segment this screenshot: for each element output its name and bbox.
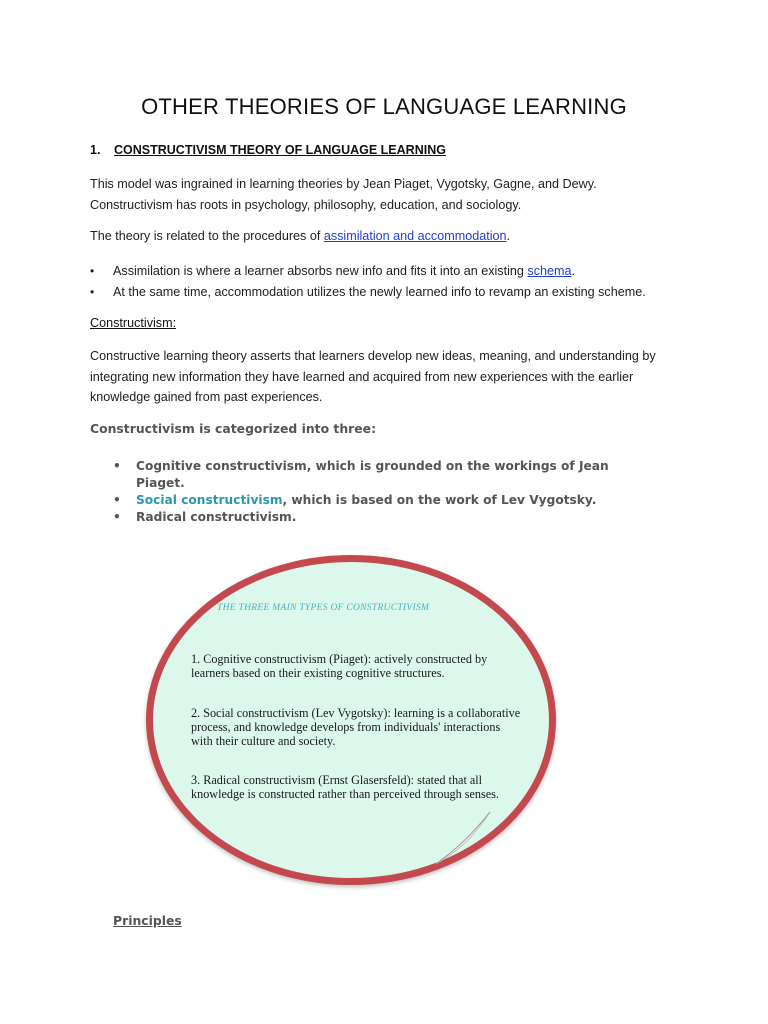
figure-item-social: 2. Social constructivism (Lev Vygotsky): learning is a collaborative process, and knowledge develops from individuals' interactions with their culture and society. (191, 706, 521, 748)
bullet-text: Assimilation is where a learner absorbs new info and fits it into an existing (113, 264, 528, 278)
figure-title: THE THREE MAIN TYPES OF CONSTRUCTIVISM (217, 603, 430, 613)
section-number: 1. (90, 143, 101, 157)
bullet-marker: • (113, 510, 121, 524)
list-item (113, 458, 653, 492)
bullet-marker: • (90, 264, 95, 278)
intro-paragraph: This model was ingrained in learning theories by Jean Piaget, Vygotsky, Gagne, and Dewy. Constructivism has roots in psychology, philosophy, education, and sociology. (90, 177, 597, 212)
assimilation-bullet-list (90, 261, 690, 302)
type-social-rest: , which is based on the work of Lev Vygotsky. (282, 493, 597, 507)
page-curl-icon (432, 810, 492, 866)
bullet-marker: • (113, 493, 121, 507)
figure-item-cognitive: 1. Cognitive constructivism (Piaget): actively constructed by learners based on their existing cognitive structures. (191, 652, 488, 680)
categorized-heading: Constructivism is categorized into three: (90, 421, 377, 436)
constructivism-types-list (113, 458, 653, 526)
page-title: OTHER THEORIES OF LANGUAGE LEARNING (141, 94, 627, 119)
principles-heading: Principles (113, 913, 182, 928)
bullet-marker: • (90, 284, 95, 299)
procedures-suffix: . (506, 229, 511, 243)
bullet-text: At the same time, accommodation utilizes the newly learned info to revamp an existing scheme. (113, 284, 646, 299)
list-item (113, 509, 653, 526)
constructivism-paragraph: Constructive learning theory asserts that learners develop new ideas, meaning, and understanding by integrating new information they have learned and acquired from new experiences with the earlier knowledge gained from past experiences. (90, 349, 656, 404)
schema-link[interactable]: schema (527, 264, 572, 278)
procedures-prefix: The theory is related to the procedures of (90, 229, 324, 243)
constructivism-heading: Constructivism: (90, 316, 177, 330)
list-item (90, 282, 690, 303)
list-item (90, 261, 690, 282)
assimilation-accommodation-link[interactable]: assimilation and accommodation (323, 229, 507, 243)
section-heading (90, 143, 446, 157)
procedures-paragraph (90, 226, 670, 247)
bullet-suffix: . (571, 264, 576, 278)
type-cognitive: Cognitive constructivism, which is grounded on the workings of Jean Piaget. (136, 459, 609, 490)
type-social-highlight: Social constructivism (136, 493, 283, 507)
section-title: CONSTRUCTIVISM THEORY OF LANGUAGE LEARNING (114, 143, 446, 157)
figure-item-radical: 3. Radical constructivism (Ernst Glasersfeld): stated that all knowledge is constructed rather than perceived through senses. (191, 773, 499, 801)
list-item (113, 492, 653, 509)
bullet-marker: • (113, 459, 121, 473)
type-radical: Radical constructivism. (136, 510, 297, 524)
